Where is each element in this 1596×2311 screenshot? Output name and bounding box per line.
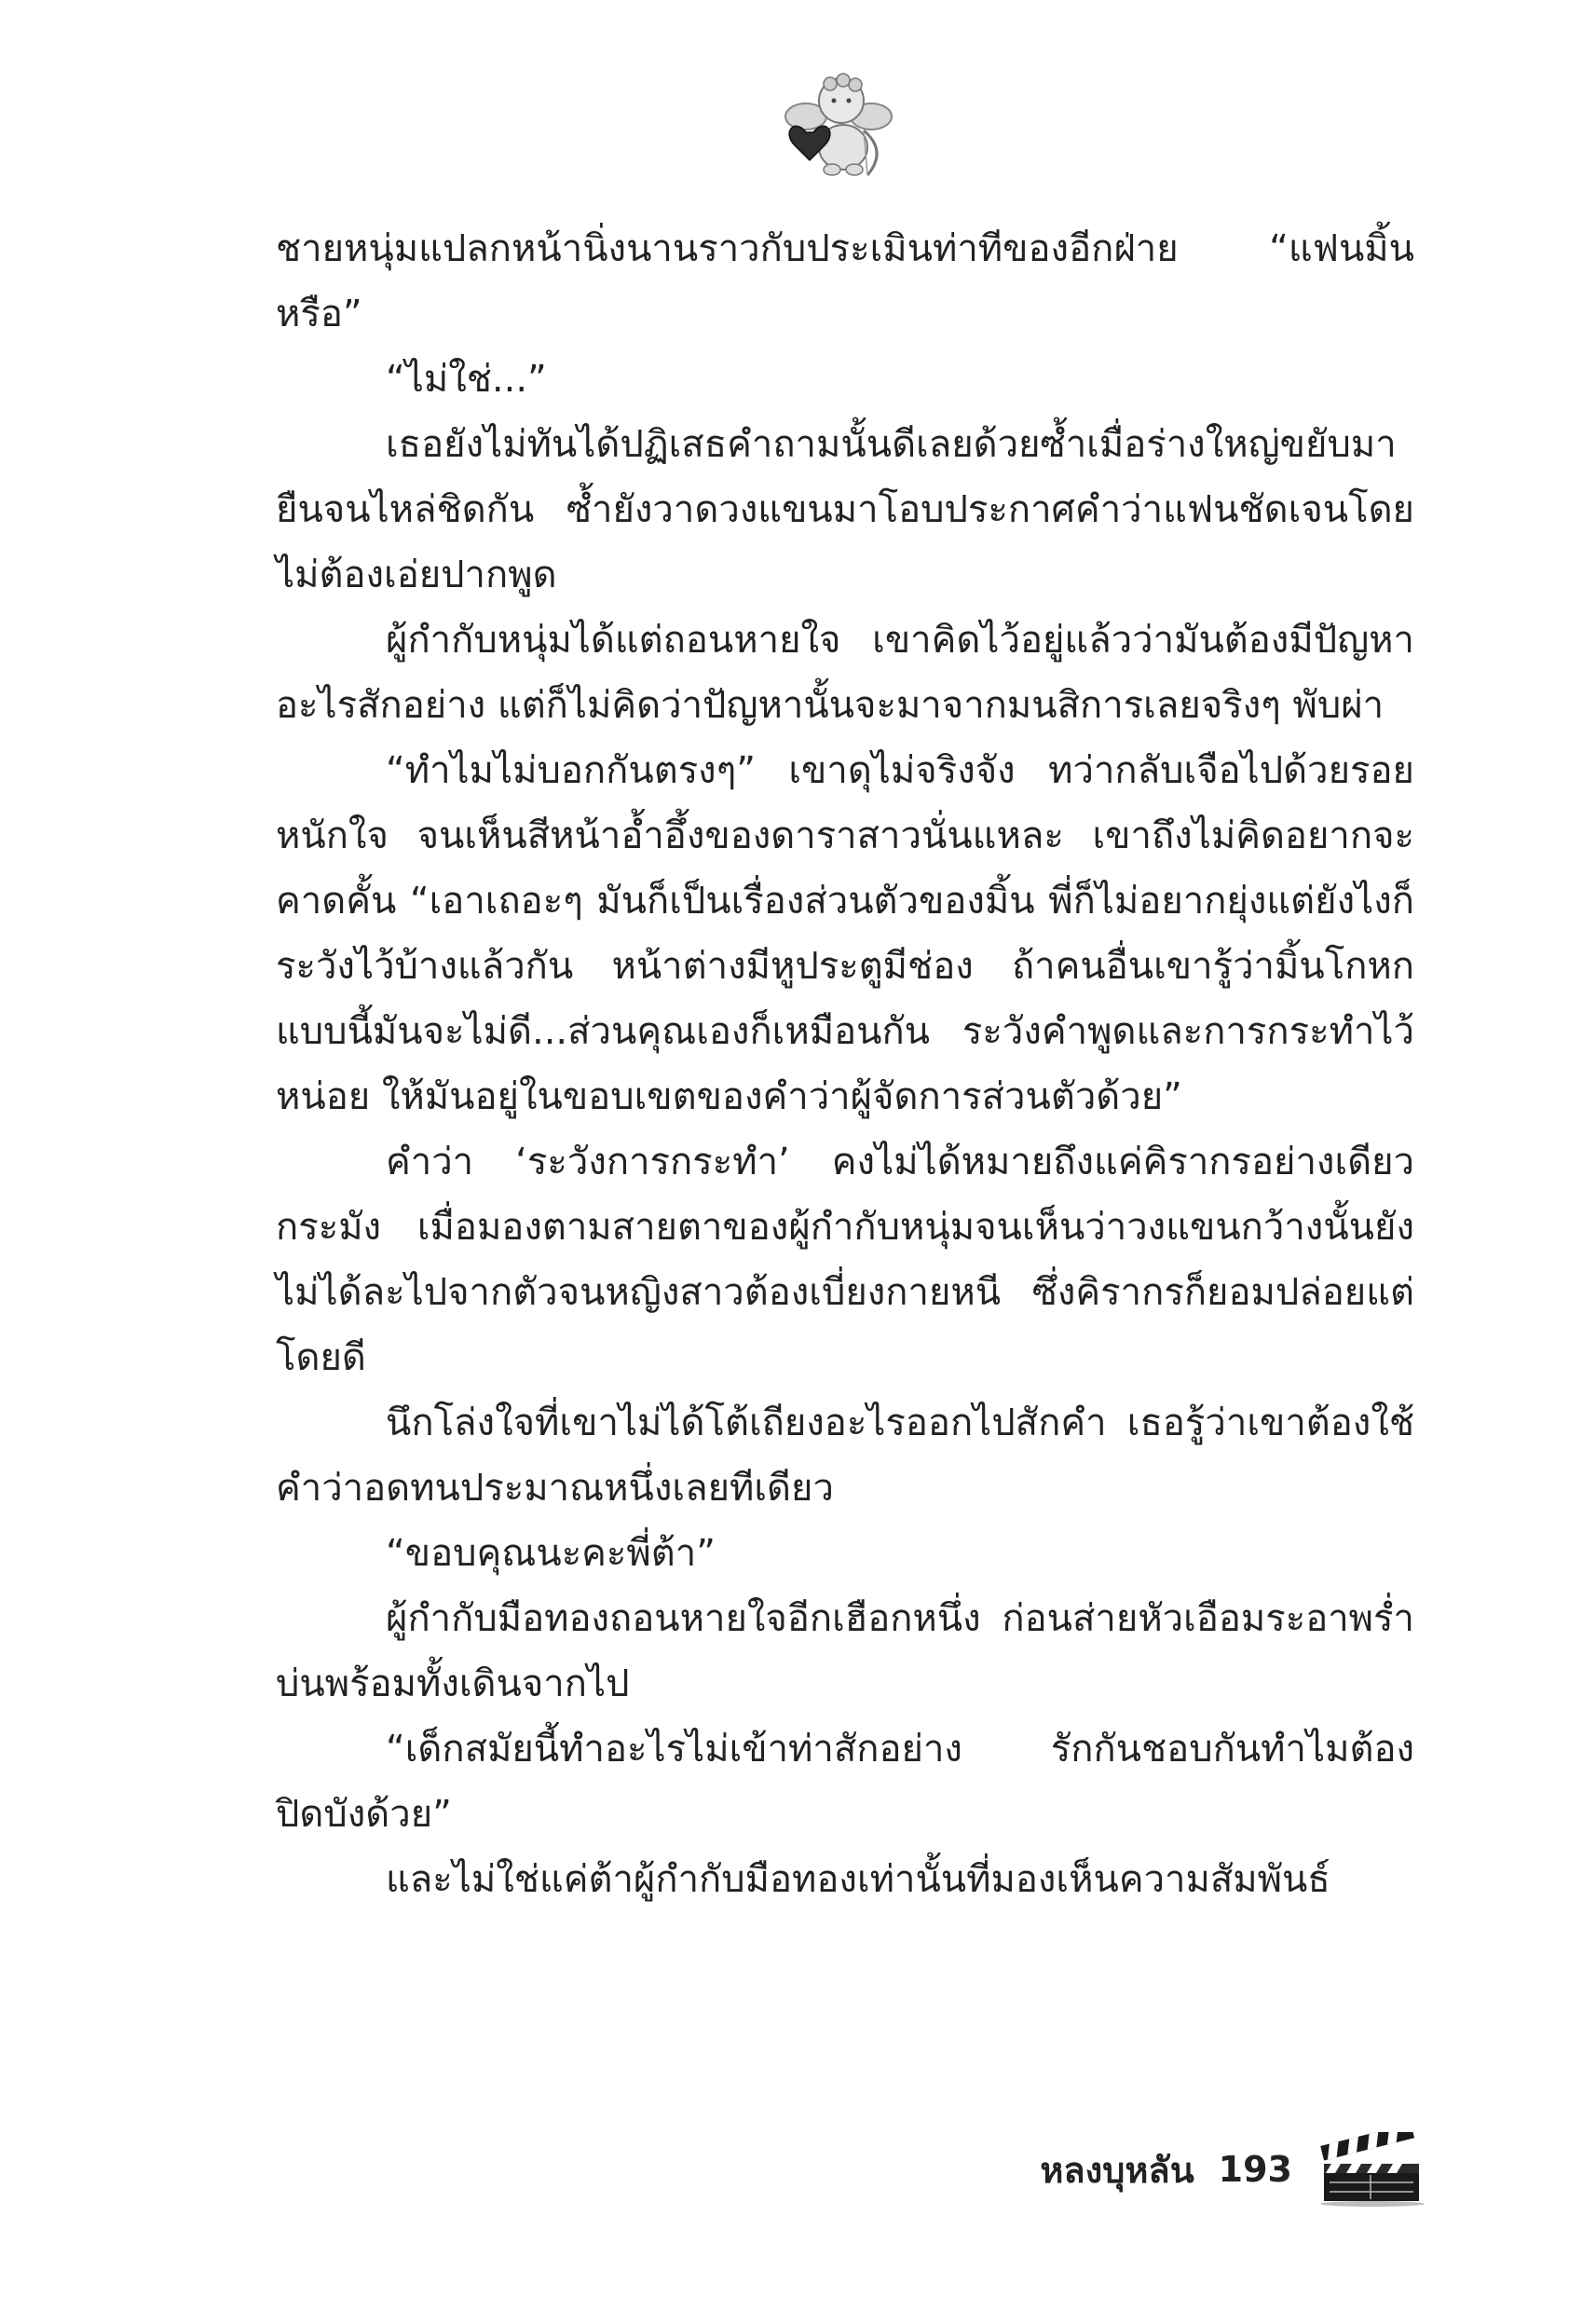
paragraph: ชายหนุ่มแปลกหน้านิ่งนานราวกับประเมินท่าทีของอีกฝ่าย “แฟนมิ้นหรือ”: [276, 227, 1414, 335]
cupid-heart-icon: [778, 65, 899, 186]
book-title: หลงบุหลัน: [1040, 2149, 1194, 2191]
paragraph: นึกโล่งใจที่เขาไม่ได้โต้เถียงอะไรออกไปสักคำ เธอรู้ว่าเขาต้องใช้คำว่าอดทนประมาณหนึ่งเลยทีเดียว: [276, 1402, 1414, 1510]
paragraph: “ไม่ใช่...”: [386, 358, 547, 401]
paragraph: “ทำไมไม่บอกกันตรงๆ” เขาดุไม่จริงจัง ทว่ากลับเจือไปด้วยรอยหนักใจ จนเห็นสีหน้าอ้ำอึ้งของดาราสาวนั่นแหละ เขาถึงไม่คิดอยากจะคาดคั้น “เอาเถอะๆ มันก็เป็นเรื่องส่วนตัวของมิ้น พี่ก็ไม่อยากยุ่งแต่ยังไงก็ระวังไว้บ้างแล้วกัน หน้าต่างมีหูประตูมีช่อง ถ้าคนอื่นเขารู้ว่ามิ้นโกหกแบบนี้มันจะไม่ดี...ส่วนคุณเองก็เหมือนกัน ระวังคำพูดและการกระทำไว้หน่อย ให้มันอยู่ในขอบเขตของคำว่าผู้จัดการส่วนตัวด้วย”: [276, 749, 1414, 1118]
paragraph: “เด็กสมัยนี้ทำอะไรไม่เข้าท่าสักอย่าง รักกันชอบกันทำไมต้องปิดบังด้วย”: [276, 1728, 1414, 1836]
paragraph: คำว่า ‘ระวังการกระทำ’ คงไม่ได้หมายถึงแค่คิรากรอย่างเดียวกระมัง เมื่อมองตามสายตาของผู้กำกับหนุ่มจนเห็นว่าวงแขนกว้างนั้นยังไม่ได้ละไปจากตัวจนหญิงสาวต้องเบี่ยงกายหนี ซึ่งคิรากรก็ยอมปล่อยแต่โดยดี: [276, 1141, 1414, 1379]
paragraph: ผู้กำกับหนุ่มได้แต่ถอนหายใจ เขาคิดไว้อยู่แล้วว่ามันต้องมีปัญหาอะไรสักอย่าง แต่ก็ไม่คิดว่าปัญหานั้นจะมาจากมนสิการเลยจริงๆ พับผ่า: [276, 619, 1414, 727]
paragraph: เธอยังไม่ทันได้ปฏิเสธคำถามนั้นดีเลยด้วยซ้ำเมื่อร่างใหญ่ขยับมายืนจนไหล่ชิดกัน ซ้ำยังวาดวงแขนมาโอบประกาศคำว่าแฟนชัดเจนโดยไม่ต้องเอ่ยปากพูด: [276, 423, 1414, 596]
page-number: 193: [1218, 2149, 1292, 2190]
film-clapperboard-icon: [1316, 2132, 1428, 2207]
paragraph: ผู้กำกับมือทองถอนหายใจอีกเฮือกหนึ่ง ก่อนส่ายหัวเอือมระอาพร่ำบ่นพร้อมทั้งเดินจากไป: [276, 1597, 1414, 1705]
paragraph: “ขอบคุณนะคะพี่ต้า”: [386, 1532, 716, 1575]
story-text: [276, 216, 1414, 1912]
paragraph: และไม่ใช่แค่ต้าผู้กำกับมือทองเท่านั้นที่มองเห็นความสัมพันธ์: [386, 1858, 1330, 1901]
page-footer: [1040, 2132, 1428, 2207]
